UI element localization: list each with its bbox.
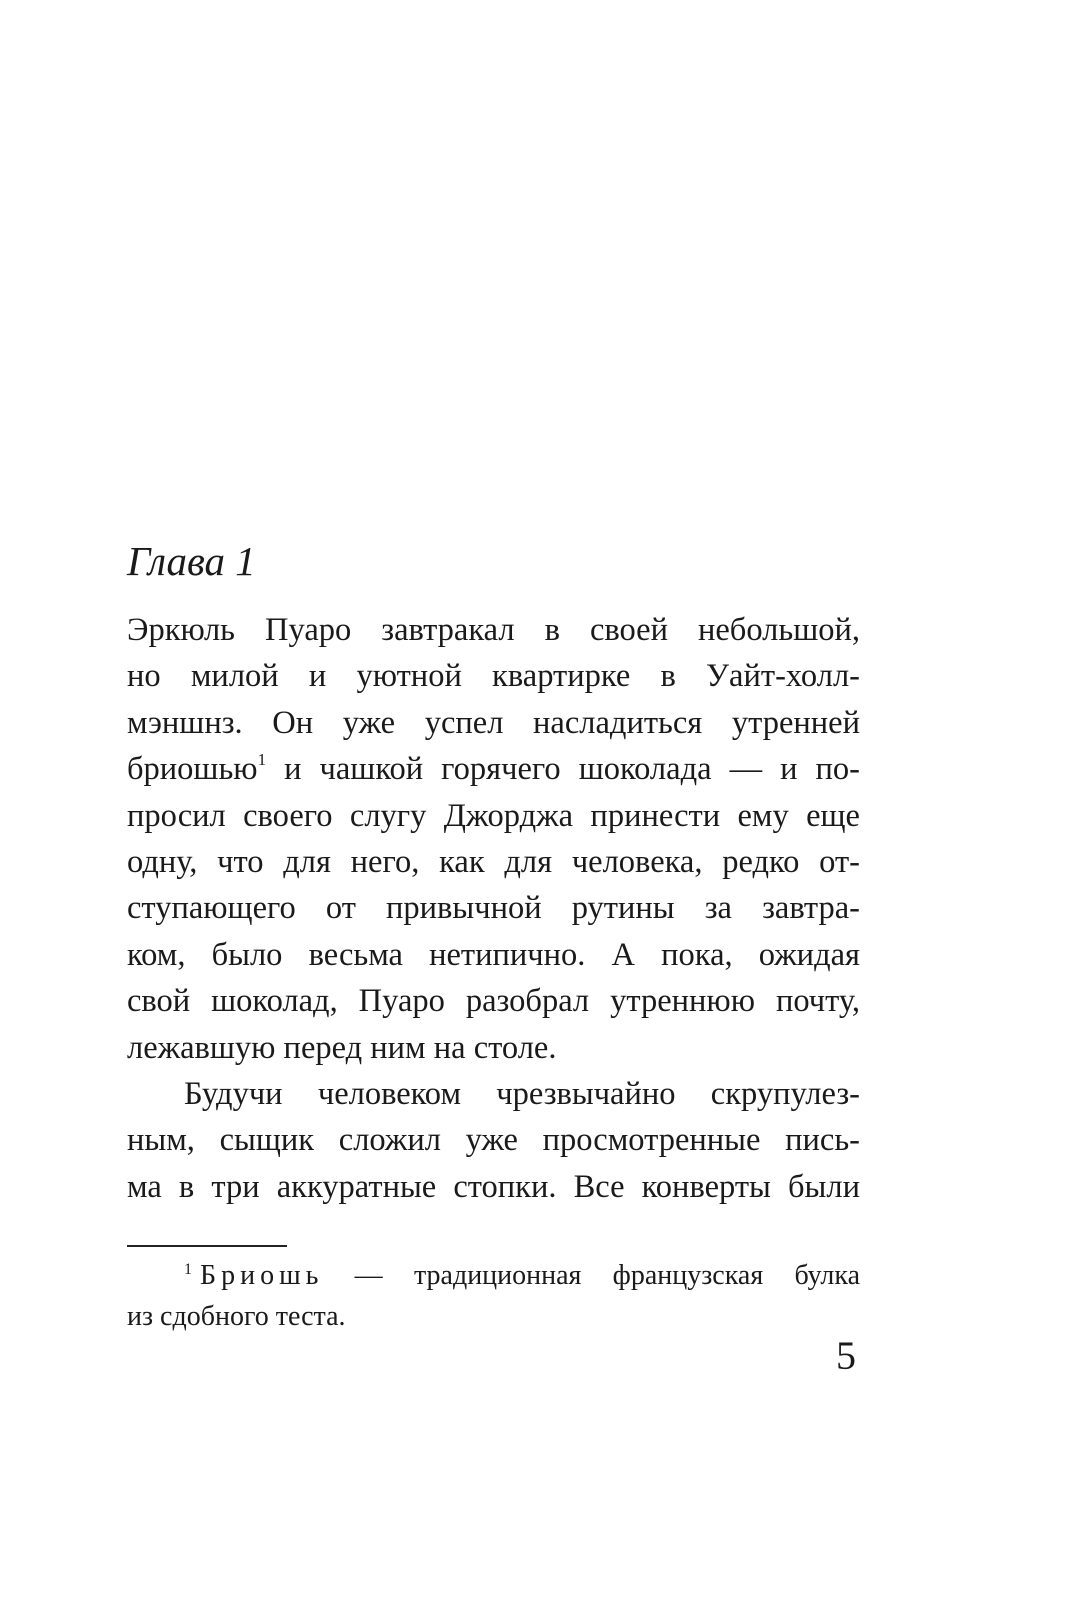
text-line: просил своего слугу Джорджа принести ему еще <box>127 797 860 834</box>
text-line: мэншнз. Он уже успел насладиться утренней <box>127 704 860 741</box>
footnote-term: Бриошь <box>200 1260 324 1291</box>
paragraph-1 <box>127 607 860 1071</box>
text-line: но милой и уютной квартирке в Уайт-холл- <box>127 658 860 695</box>
text-line: ступающего от привычной рутины за завтра- <box>127 890 860 927</box>
text-line: Эркюль Пуаро завтракал в своей небольшой, <box>127 612 860 648</box>
text-line: одну, что для него, как для человека, редко от- <box>127 843 860 880</box>
page-number: 5 <box>836 1333 856 1378</box>
paragraph-2 <box>127 1071 860 1210</box>
text-line: ным, сыщик сложил уже просмотренные пись- <box>127 1122 860 1159</box>
text-fragment: и чашкой горячего шоколада — и по- <box>284 751 861 788</box>
text-line: ком, было весьма нетипично. А пока, ожидая <box>127 936 860 973</box>
footnote-mark: 1 <box>184 1261 192 1278</box>
chapter-title: Глава 1 <box>127 538 256 584</box>
text-line: ма в три аккуратные стопки. Все конверты были <box>127 1168 860 1205</box>
body-text <box>127 607 860 1210</box>
footnote-definition: — традиционная французская булка <box>323 1260 860 1291</box>
footnote-reference[interactable]: 1 <box>257 750 267 770</box>
text-line: Будучи человеком чрезвычайно скрупулез- <box>184 1075 860 1112</box>
text-line: свой шоколад, Пуаро разобрал утреннюю почту, <box>127 983 860 1020</box>
footnote-line <box>127 1255 860 1296</box>
footnote-divider <box>127 1245 287 1247</box>
text-line: лежавшую перед ним на столе. <box>127 1029 557 1066</box>
text-fragment: бриошью <box>127 751 258 788</box>
text-line-with-footnote <box>127 746 860 792</box>
footnote-line: из сдобного теста. <box>127 1301 346 1332</box>
footnote <box>127 1255 860 1337</box>
